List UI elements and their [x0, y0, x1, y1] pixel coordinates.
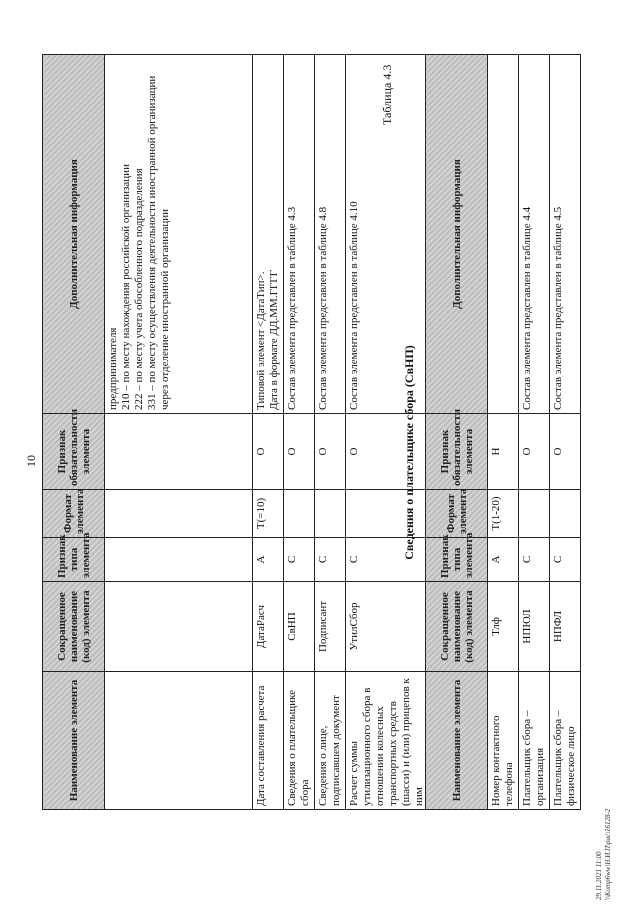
col-header-info: Дополнительная информация — [426, 55, 488, 414]
info-line: 331 – по месту осуществления деятельности иностранной организации через отделение иностранной организации — [146, 75, 171, 410]
cell-code: УтилСбор — [346, 582, 429, 672]
info-line: Состав элемента представлен в таблице 4.4 — [521, 206, 533, 410]
cell-type: С — [284, 538, 315, 582]
cell-required: О — [253, 414, 284, 490]
col-header-type: Признак типа элемента — [426, 538, 488, 582]
info-line: Состав элемента представлен в таблице 4.5 — [552, 206, 564, 410]
cell-required: Н — [488, 414, 519, 490]
info-line: Состав элемента представлен в таблице 4.3 — [286, 206, 298, 410]
cell-code: ДатаРасч — [253, 582, 284, 672]
elements-table-top — [42, 54, 429, 810]
info-line: Типовой элемент <ДатаТип>. — [255, 271, 267, 410]
col-header-required: Признак обязательности элемента — [43, 414, 105, 490]
cell-info — [519, 55, 550, 414]
footer-path: \\Komp6ww\Н.И.П\рас\16128-2 — [604, 808, 612, 900]
table-row — [253, 55, 284, 810]
cell-name: Дата составления расчета — [253, 672, 284, 810]
cell-type: А — [488, 538, 519, 582]
cell-code: Подписант — [315, 582, 346, 672]
cell-name: Плательщик сбора – организация — [519, 672, 550, 810]
col-header-code: Сокращенное наименование (код) элемента — [43, 582, 105, 672]
cell-info — [315, 55, 346, 414]
table-number: Таблица 4.3 — [380, 64, 394, 125]
cell-format: T(=10) — [253, 490, 284, 538]
cell-code: Тлф — [488, 582, 519, 672]
cell-info — [284, 55, 315, 414]
footer-stamp — [595, 809, 613, 900]
cell-code — [105, 582, 253, 672]
cell-code: НПФЛ — [550, 582, 581, 672]
info-line: Дата в формате ДД.ММ.ГГГГ — [268, 269, 280, 410]
col-header-name: Наименование элемента — [426, 672, 488, 810]
table-row — [315, 55, 346, 810]
cell-code: НПЮЛ — [519, 582, 550, 672]
cell-required — [105, 414, 253, 490]
cell-required: О — [519, 414, 550, 490]
cell-format — [105, 490, 253, 538]
cell-type — [105, 538, 253, 582]
col-header-code: Сокращенное наименование (код) элемента — [426, 582, 488, 672]
cell-info — [105, 55, 253, 414]
table-row — [488, 55, 519, 810]
cell-type: С — [519, 538, 550, 582]
cell-name: Сведения о лице, подписавшем документ — [315, 672, 346, 810]
table-row — [519, 55, 550, 810]
cell-format — [519, 490, 550, 538]
cell-format — [550, 490, 581, 538]
table-header-row — [43, 55, 105, 810]
cell-name — [105, 672, 253, 810]
col-header-required: Признак обязательности элемента — [426, 414, 488, 490]
table-header-row — [426, 55, 488, 810]
cell-name: Плательщик сбора – физическое лицо — [550, 672, 581, 810]
col-header-type: Признак типа элемента — [43, 538, 105, 582]
table-row — [550, 55, 581, 810]
cell-format — [315, 490, 346, 538]
cell-required: О — [346, 414, 429, 490]
cell-info — [550, 55, 581, 414]
cell-format: T(1-20) — [488, 490, 519, 538]
info-line: Состав элемента представлен в таблице 4.10 — [348, 201, 360, 410]
cell-name: Расчет суммы утилизационного сбора в отношении колесных транспортных средств (шасси) и (или) прицепов к ним — [346, 672, 429, 810]
info-line: Состав элемента представлен в таблице 4.8 — [317, 206, 329, 410]
cell-info — [253, 55, 284, 414]
col-header-format: Формат элемента — [426, 490, 488, 538]
cell-required: О — [550, 414, 581, 490]
col-header-name: Наименование элемента — [43, 672, 105, 810]
cell-required: О — [315, 414, 346, 490]
table-caption: Сведения о плательщике сбора (СвНП) — [402, 345, 416, 560]
info-line: предпринимателя — [107, 327, 119, 410]
cell-format — [284, 490, 315, 538]
cell-type: С — [346, 538, 429, 582]
table-row — [284, 55, 315, 810]
col-header-format: Формат элемента — [43, 490, 105, 538]
cell-type: С — [315, 538, 346, 582]
table-row — [105, 55, 253, 810]
col-header-info: Дополнительная информация — [43, 55, 105, 414]
info-line: 210 – по месту нахождения российской организации — [120, 164, 132, 410]
cell-info — [488, 55, 519, 414]
page-number: 10 — [24, 455, 38, 467]
cell-type: А — [253, 538, 284, 582]
elements-table-bottom — [425, 54, 581, 810]
cell-name: Сведения о плательщике сбора — [284, 672, 315, 810]
cell-type: С — [550, 538, 581, 582]
info-line: 222 – по месту учета обособленного подразделения — [133, 168, 145, 410]
cell-code: СвНП — [284, 582, 315, 672]
cell-required: О — [284, 414, 315, 490]
footer-date: 29.11.2021 11:00 — [595, 851, 603, 900]
cell-name: Номер контактного телефона — [488, 672, 519, 810]
